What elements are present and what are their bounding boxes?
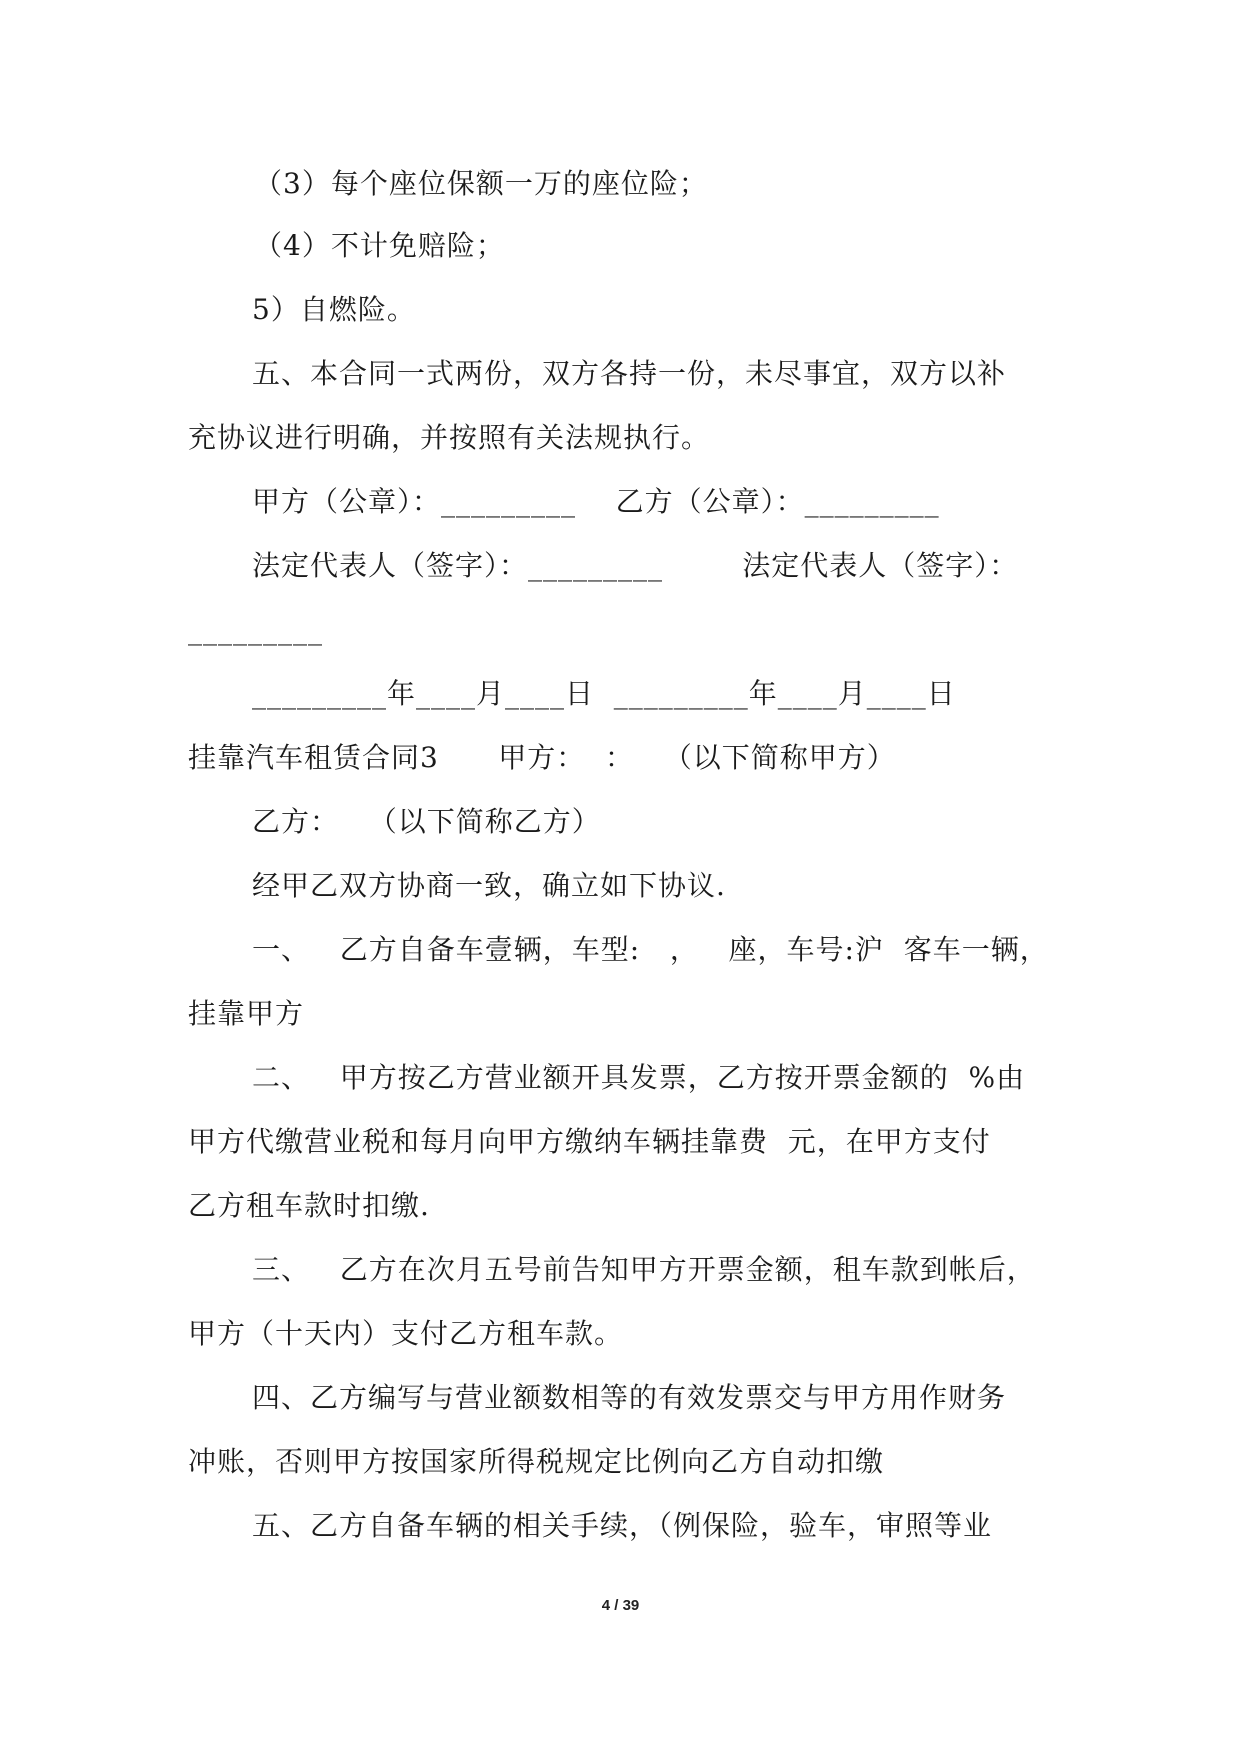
text-line-13: 一、 乙方自备车壹辆，车型: ， 座，车号:沪 客车一辆，: [252, 933, 1049, 966]
text-line-6: 甲方（公章）：_________ 乙方（公章）：_________: [252, 485, 940, 518]
text-line-18: 三、 乙方在次月五号前告知甲方开票金额，租车款到帐后，: [252, 1253, 1036, 1286]
text-line-17: 乙方租车款时扣缴.: [188, 1189, 430, 1222]
page-number: 4 / 39: [601, 1597, 640, 1614]
text-line-14: 挂靠甲方: [188, 997, 305, 1030]
text-line-9: _________年____月____日 _________年____月____日: [252, 677, 956, 710]
text-line-4: 五、本合同一式两份，双方各持一份，未尽事宜，双方以补: [252, 357, 1007, 390]
text-line-16: 甲方代缴营业税和每月向甲方缴纳车辆挂靠费 元，在甲方支付: [188, 1125, 991, 1158]
text-line-8: _________: [188, 613, 323, 646]
text-line-11: 乙方： （以下简称乙方）: [252, 805, 601, 838]
text-line-15: 二、 甲方按乙方营业额开具发票，乙方按开票金额的 %由: [252, 1061, 1026, 1094]
text-line-21: 冲账，否则甲方按国家所得税规定比例向乙方自动扣缴: [188, 1445, 885, 1478]
text-line-10: 挂靠汽车租赁合同3 甲方： ： （以下简称甲方）: [188, 741, 896, 774]
text-line-12: 经甲乙双方协商一致，确立如下协议.: [252, 869, 726, 902]
text-line-20: 四、乙方编写与营业额数相等的有效发票交与甲方用作财务: [252, 1381, 1007, 1414]
text-line-3: 5）自燃险。: [252, 293, 416, 326]
text-line-2: （4）不计免赔险；: [254, 229, 505, 262]
text-line-22: 五、乙方自备车辆的相关手续，（例保险，验车，审照等业: [252, 1509, 993, 1542]
text-line-1: （3）每个座位保额一万的座位险；: [254, 167, 708, 200]
text-line-5: 充协议进行明确，并按照有关法规执行。: [188, 421, 711, 454]
text-line-19: 甲方（十天内）支付乙方租车款。: [188, 1317, 624, 1350]
text-line-7: 法定代表人（签字）：_________ 法定代表人（签字）：: [252, 549, 1019, 582]
